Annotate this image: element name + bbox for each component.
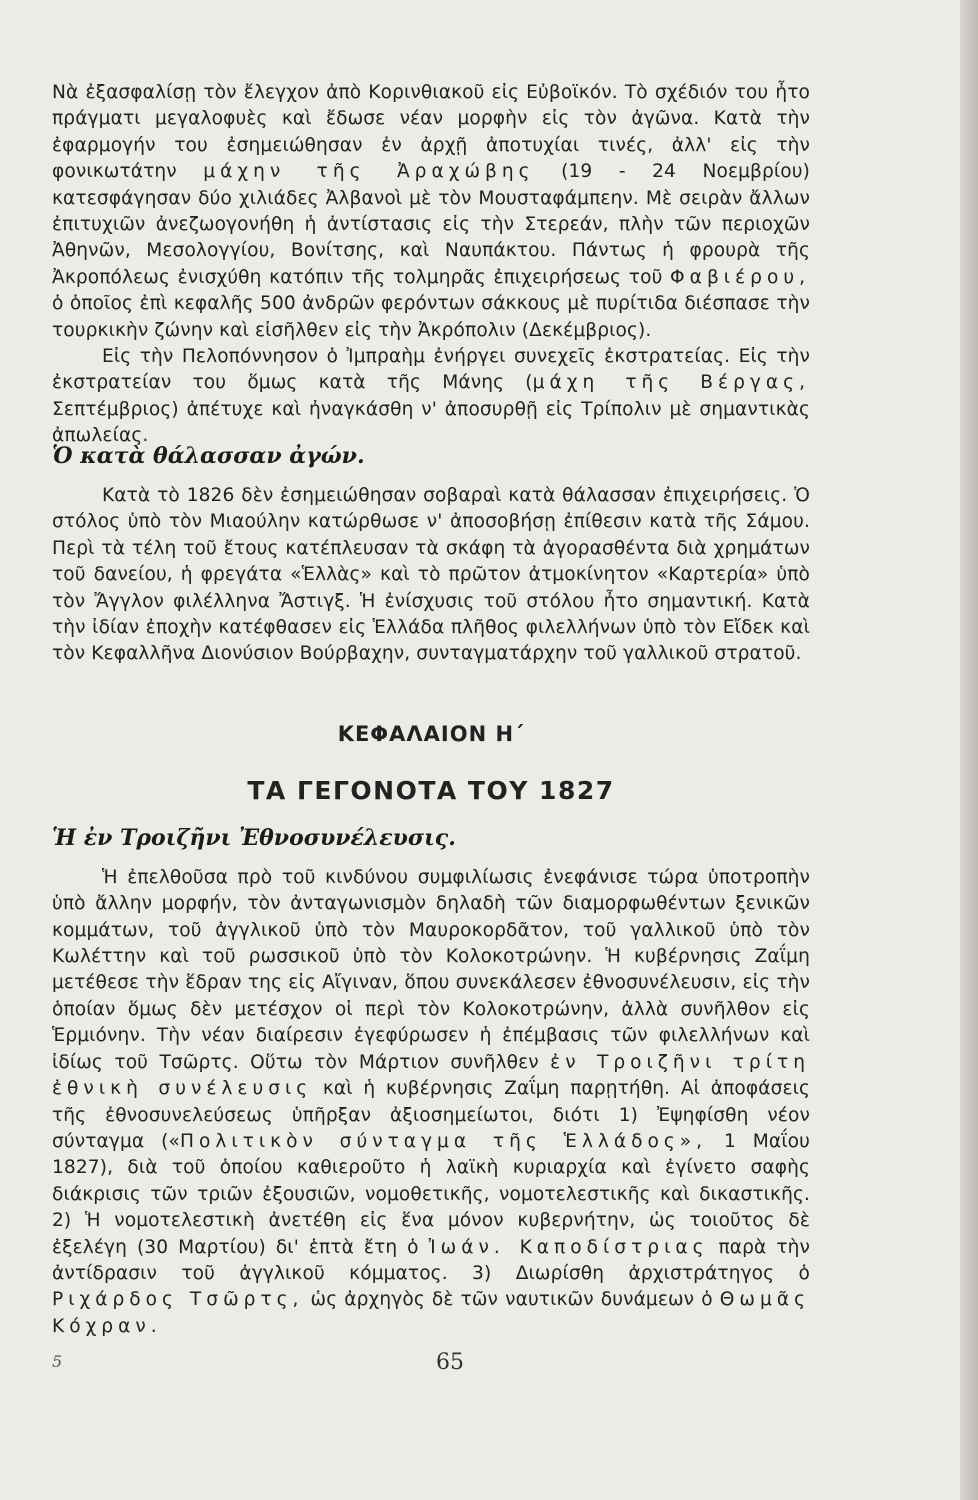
section-heading-sea-war: Ὁ κατὰ θάλασσαν ἀγών. bbox=[52, 443, 365, 469]
emphasis-fabvier: Φαβιέρου, bbox=[670, 266, 810, 288]
paragraph-text: (19 - 24 Νοεμβρίου) κατεσφάγησαν δύο χιλιάδες Ἀλβανοὶ μὲ τὸν Μουσταφάμπεην. Μὲ σειρὰν ἄλλων ἐπιτυχιῶν ἀνεζωογονήθη ἡ ἀντίστασις εἰς τὴν Στερεάν, πλὴν τῶν περιοχῶν Ἀθηνῶν, Μεσολογγίου, Βονίτσης, καὶ Ναυπάκτου. Πάντως ἡ φρουρὰ τῆς Ἀκροπόλεως ἐνισχύθη κατόπιν τῆς τολμηρᾶς ἐπιχειρήσεως τοῦ bbox=[52, 161, 810, 288]
chapter-title: ΤΑ ΓΕΓΟΝΟΤΑ ΤΟΥ 1827 bbox=[247, 775, 615, 805]
emphasis-battle-arachova: μάχην τῆς Ἀραχώβης bbox=[203, 161, 535, 183]
paragraph-text: Νὰ ἐξασφαλίσῃ τὸν ἔλεγχον ἀπὸ Κορινθιακοῦ εἰς Εὐβοϊκόν. Τὸ σχέδιόν του ἦτο πράγματι μεγαλοφυὲς καὶ ἔδωσε νέαν μορφὴν εἰς τὸν ἀγῶνα. Κατὰ τὴν ἐφαρμογήν του ἐσημειώθησαν ἐν ἀρχῇ ἀποτυχίαι τινές, ἀλλ' εἰς τὴν φονικωτάτην bbox=[52, 82, 810, 183]
paragraph-text: ὡς ἀρχηγὸς δὲ τῶν ναυτικῶν δυνάμεων ὁ bbox=[310, 1289, 713, 1311]
section3-text bbox=[52, 865, 810, 1340]
paragraph-text: ὁ ὁποῖος ἐπὶ κεφαλῆς 500 ἀνδρῶν φερόντων σάκκους μὲ πυρίτιδα διέσπασε τὴν τουρκικὴν ζώνην καὶ εἰσῆλθεν εἰς τὴν Ἀκρόπολιν (Δεκέμβριος). bbox=[52, 293, 810, 341]
page-number: 65 bbox=[436, 1350, 464, 1375]
paragraph-text: Σεπτέμβριος) ἀπέτυχε καὶ ἠναγκάσθη ν' ἀποσυρθῇ εἰς Τρίπολιν μὲ σημαντικὰς ἀπωλείας. bbox=[52, 398, 810, 447]
paragraph-text: 1 Μαΐου 1827), διὰ τοῦ ὁποίου καθιεροῦτο ἡ λαϊκὴ κυριαρχία καὶ ἐγίνετο σαφὴς διάκρισις τῶν τριῶν ἐξουσιῶν, νομοθετικῆς, νομοτελεστικῆς καὶ δικαστικῆς. 2) Ἡ νομοτελεστικὴ ἀνετέθη εἰς ἕνα μόνον κυβερνήτην, ὡς τοιοῦτος δὲ ἐξελέγη (30 Μαρτίου) δι' ἑπτὰ ἔτη ὁ bbox=[52, 1130, 811, 1258]
section-heading-troezen: Ἡ ἐν Τροιζῆνι Ἐθνοσυνέλευσις. bbox=[52, 824, 456, 851]
emphasis-constitution: Πολιτικὸν σύνταγμα τῆς Ἑλλάδος», bbox=[180, 1130, 708, 1152]
emphasis-cochrane: Θωμᾶς Κόχραν. bbox=[52, 1289, 810, 1337]
chapter-label: ΚΕΦΑΛΑΙΟΝ Η΄ bbox=[337, 721, 525, 746]
emphasis-battle-verga: μάχη τῆς Βέργας, bbox=[532, 372, 810, 394]
paragraph-troezen-assembly bbox=[52, 865, 810, 1340]
section1-text bbox=[52, 80, 810, 447]
section2-text bbox=[52, 483, 810, 668]
paragraph-fleet: Κατὰ τὸ 1826 δὲν ἐσημειώθησαν σοβαραὶ κατὰ θάλασσαν ἐπιχειρήσεις. Ὁ στόλος ὑπὸ τὸν Μιαούλην κατώρθωσε ν' ἀποσοβήσῃ ἐπίθεσιν κατὰ τῆς Σάμου. Περὶ τὰ τέλη τοῦ ἔτους κατέπλευσαν τὰ σκάφη τὰ ἀγορασθέντα διὰ χρημάτων τοῦ δανείου, ἡ φρεγάτα «Ἑλλὰς» καὶ τὸ πρῶτον ἀτμοκίνητον «Καρτερία» ὑπὸ τὸν Ἄγγλον φιλέλληνα Ἄστιγξ. Ἡ ἐνίσχυσις τοῦ στόλου ἦτο σημαντική. Κατὰ τὴν ἰδίαν ἐποχὴν κατέφθασεν εἰς Ἑλλάδα πλῆθος φιλελλήνων ὑπὸ τὸν Εἴδεκ καὶ τὸν Κεφαλλῆνα Διονύσιον Βούρβαχην, συνταγματάρχην τοῦ γαλλικοῦ στρατοῦ. bbox=[52, 485, 810, 665]
paragraph-text: παρὰ τὴν ἀντίδρασιν τοῦ ἀγγλικοῦ κόμματος. 3) Διωρίσθη ἀρχιστράτηγος ὁ bbox=[52, 1236, 811, 1284]
page-content bbox=[52, 80, 810, 1340]
paragraph-corinth bbox=[52, 80, 810, 344]
paragraph-text: καὶ ἡ κυβέρνησις Ζαΐμη παρῃτήθη. Αἱ ἀποφάσεις τῆς ἐθνοσυνελεύσεως ὑπῆρξαν ἀξιοσημείωτοι, διότι 1) Ἐψηφίσθη νέον σύνταγμα (« bbox=[52, 1078, 811, 1152]
page-edge-shadow bbox=[960, 0, 978, 1500]
signature-mark: 5 bbox=[52, 1352, 63, 1371]
emphasis-kapodistrias: Ἰωάν. Καποδίστριας bbox=[428, 1236, 709, 1258]
emphasis-third-national-assembly: ἐν Τροιζῆνι τρίτη ἐθνικὴ συνέλευσις bbox=[52, 1051, 810, 1100]
emphasis-church: Ριχάρδος Τσῶρτς, bbox=[52, 1289, 304, 1311]
paragraph-text: Ἡ ἐπελθοῦσα πρὸ τοῦ κινδύνου συμφιλίωσις ἐνεφάνισε τώρα ὑποτροπὴν ὑπὸ ἄλλην μορφήν, τὸν ἀνταγωνισμὸν δηλαδὴ τῶν διαμορφωθέντων ξενικῶν κομμάτων, τοῦ ἀγγλικοῦ ὑπὸ τὸν Μαυροκορδᾶτον, τοῦ γαλλικοῦ ὑπὸ τὸν Κωλέττην καὶ τοῦ ρωσσικοῦ ὑπὸ τὸν Κολοκοτρώνην. Ἡ κυβέρνησις Ζαΐμη μετέθεσε τὴν ἕδραν της εἰς Αἴγιναν, ὅπου συνεκάλεσεν ἐθνοσυνέλευσιν, εἰς τὴν ὁποίαν ὅμως δὲν μετέσχον οἱ περὶ τὸν Κολοκοτρώνην, ἀλλὰ συνῆλθον εἰς Ἑρμιόνην. Τὴν νέαν διαίρεσιν ἐγεφύρωσεν ἡ ἐπέμβασις τῶν φιλελλήνων καὶ ἰδίως τοῦ Τσῶρτς. Οὕτω τὸν Μάρτιον συνῆλθεν bbox=[52, 866, 810, 1073]
paragraph-text: Εἰς τὴν Πελοπόννησον ὁ Ἰμπραὴμ ἐνήργει συνεχεῖς ἐκστρατείας. Εἰς τὴν ἐκστρατείαν του ὅμως κατὰ τῆς Μάνης ( bbox=[52, 346, 810, 394]
